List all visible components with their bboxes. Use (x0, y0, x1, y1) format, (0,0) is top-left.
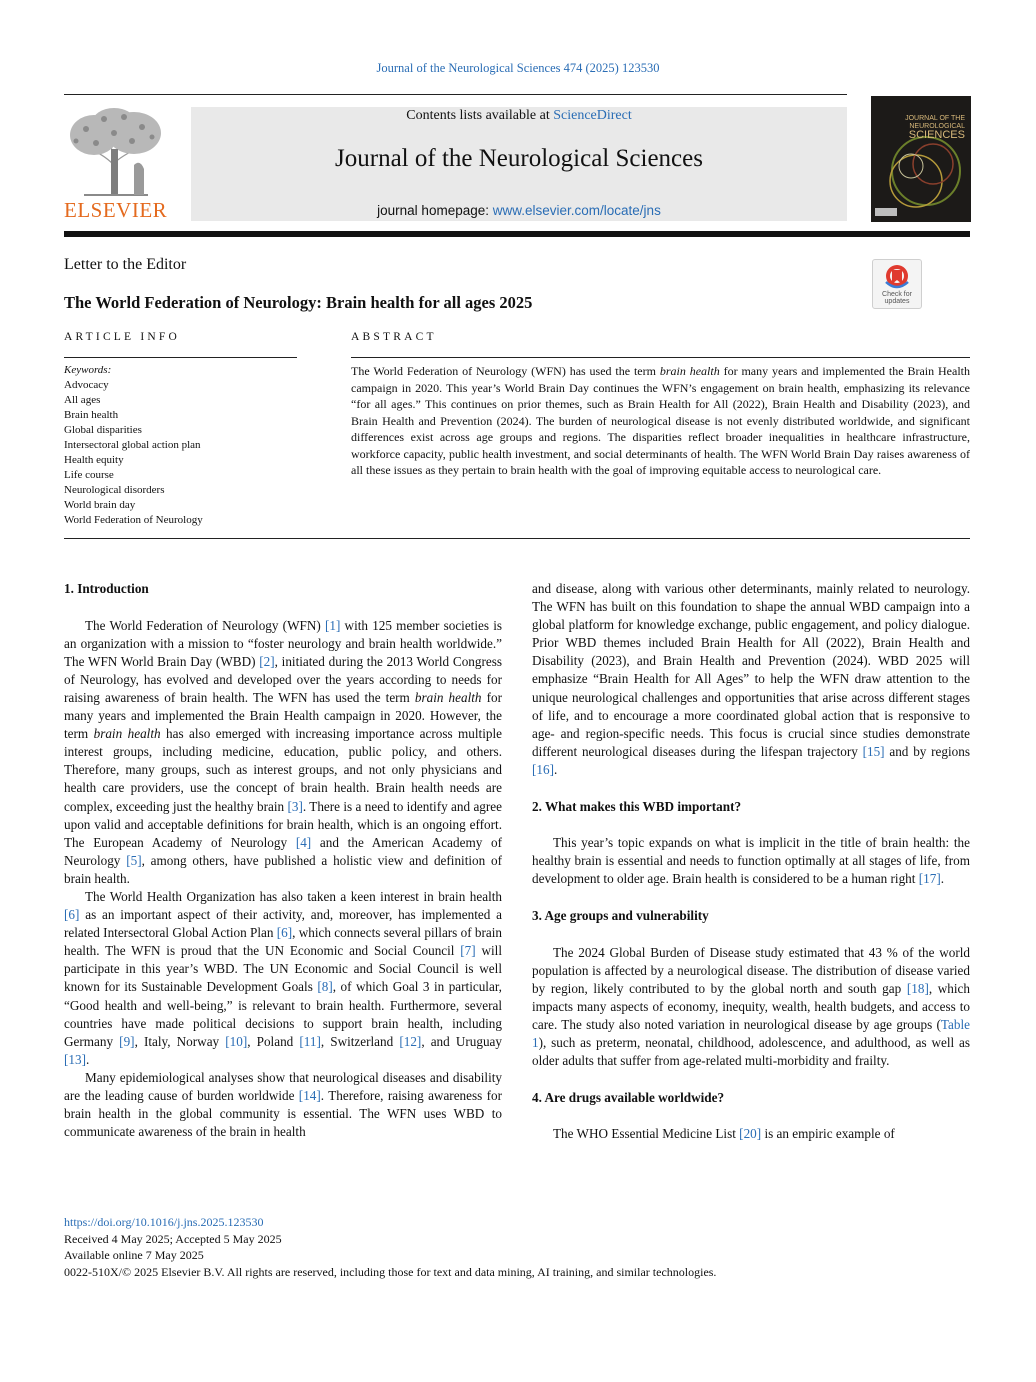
text-segment: is an empiric example of (761, 1126, 895, 1142)
text-segment: , initiated during the 2013 World Congress of Neurology, has evolved and developed over the years according to needs for raising awareness of brain health. The WFN has used the term (64, 653, 502, 705)
reference-link[interactable]: [5] (126, 852, 142, 868)
reference-link[interactable]: [7] (460, 943, 476, 959)
text-segment: will participate in this year’s WBD. The UN Economic and Social Council is well known for its Sustainable Development Goals (64, 943, 502, 995)
italic-term: brain health (414, 689, 482, 705)
received-dates: Received 4 May 2025; Accepted 5 May 2025 (64, 1231, 282, 1246)
text-segment: for many years and implemented the Brain Health campaign in 2020. However, the term (64, 689, 502, 742)
header-thick-rule (64, 231, 970, 237)
reference-link[interactable]: [1] (324, 617, 341, 633)
cover-line-1: JOURNAL OF THE (905, 115, 965, 122)
text-segment: , Italy, Norway (134, 1033, 226, 1049)
text-segment: with 125 member societies is an organization with a mission to “foster neurology and brain health worldwide.” The WFN World Brain Day (WBD) (64, 617, 502, 669)
spacer (532, 888, 970, 907)
reference-link[interactable]: [11] (299, 1033, 321, 1049)
table-link[interactable]: Table 1 (532, 1016, 970, 1050)
text-segment: , which impacts many aspects of economy, inequity, wealth, health budgets, and access to care. The study also noted variation in neurological disease by age groups ( (532, 980, 971, 1032)
reference-link[interactable]: [18] (906, 980, 929, 996)
age-groups-paragraph (532, 944, 970, 1071)
text-segment: The World Health Organization has also taken a keen interest in brain health (85, 889, 502, 904)
text-segment: , among others, have published a holistic view and definition of brain health. (64, 852, 502, 886)
section-heading-introduction: 1. Introduction (64, 581, 149, 596)
abstract-segment: for many years and implemented the Brain Health campaign in 2020. This year’s World Brain Day continues the WFN’s engagement on brain health, emphasizing its relevance “for all ages.” This continues on prior themes, such as Brain Health for All (2022), Brain Health and Disability (2023), and Brain Health and Prevention (2024). The burden of neurological disease is not evenly distributed worldwide, and significant differences exist across age groups and regions. The disparities reflect broader inequalities in healthcare infrastructure, workforce capacity, public health investment, and social determinants of health. The WFN World Brain Day raises awareness of all these issues as they pertain to brain health with the goal of improving equitable access to neurological care. (351, 364, 970, 477)
journal-banner (191, 107, 847, 221)
intro-paragraph-1 (64, 617, 502, 888)
abstract-bottom-rule (64, 538, 970, 539)
importance-paragraph (532, 834, 970, 888)
reference-link[interactable]: [6] (64, 907, 80, 923)
keyword: Brain health (64, 409, 119, 421)
text-segment: , which connects several pillars of brain health. The WFN is proud that the UN Economic and Social Council (64, 925, 502, 959)
doi-link[interactable]: https://doi.org/10.1016/j.jns.2025.123530 (64, 1215, 264, 1229)
online-date: Available online 7 May 2025 (64, 1248, 204, 1262)
reference-link[interactable]: [20] (739, 1126, 762, 1142)
text-segment: The World Federation of Neurology (WFN) (85, 617, 325, 633)
text-segment: . (940, 871, 945, 887)
text-segment: . (553, 761, 558, 777)
publisher-wordmark: ELSEVIER (64, 198, 168, 222)
contents-line (191, 108, 847, 124)
article-title: The World Federation of Neurology: Brain health for all ages 2025 (64, 293, 533, 312)
article-info-heading: ARTICLE INFO (64, 331, 180, 343)
check-updates-line-2: updates (884, 298, 910, 305)
check-for-updates-badge[interactable] (872, 259, 922, 309)
intro-paragraph-3 (64, 1069, 502, 1141)
text-segment: The 2024 Global Burden of Disease study estimated that 43 % of the world population is affected by a neurological disease. The distribution of disease varied by region, likely contributed to by the global north and south gap (532, 944, 970, 996)
abstract-rule (351, 357, 970, 358)
reference-link[interactable]: [8] (317, 979, 333, 995)
keyword: Neurological disorders (64, 484, 165, 496)
reference-link[interactable]: [13] (64, 1051, 86, 1067)
section-heading-drugs: 4. Are drugs available worldwide? (532, 1089, 725, 1105)
homepage-link[interactable]: www.elsevier.com/locate/jns (492, 203, 661, 218)
text-segment: Many epidemiological analyses show that neurological diseases and disability are the leading cause of burden worldwide (64, 1069, 502, 1104)
journal-name: Journal of the Neurological Sciences (335, 145, 703, 172)
text-segment: , Poland (247, 1033, 300, 1049)
spacer (532, 816, 970, 835)
abstract-text (351, 363, 970, 479)
reference-link[interactable]: [17] (918, 871, 941, 887)
copyright-notice: 0022-510X/© 2025 Elsevier B.V. All rights are reserved, including those for text and data mining, AI training, and similar technologies. (64, 1264, 717, 1279)
elsevier-logo[interactable] (64, 105, 167, 221)
check-updates-line-1: Check for (882, 291, 912, 298)
intro-paragraph-2 (64, 888, 502, 1069)
reference-link[interactable]: [9] (119, 1033, 135, 1049)
sciencedirect-link[interactable]: ScienceDirect (553, 108, 632, 123)
text-segment: The WHO Essential Medicine List (553, 1126, 740, 1142)
spacer (532, 925, 970, 944)
abstract-segment: The World Federation of Neurology (WFN) has used the term (351, 364, 660, 378)
italic-term: brain health (93, 726, 161, 742)
abstract-italic-term: brain health (659, 364, 720, 378)
text-segment: . (85, 1051, 90, 1067)
homepage-line (191, 203, 847, 218)
text-segment: , Switzerland (320, 1033, 400, 1049)
text-segment: has also emerged with increasing importance across multiple interest groups, including medicine, education, public policy, and others. Therefore, many groups, such as interest groups, and not only physicians and health care providers, use the concept of brain health. Brain health needs are complex, exceeding just the healthy brain (64, 726, 502, 814)
reference-link[interactable]: [2] (259, 653, 275, 669)
keyword: Health equity (64, 454, 124, 466)
text-segment: . There is a need to identify and agree upon valid and acceptable definitions for brain health, which is an ongoing effort. The European Academy of Neurology (64, 798, 503, 850)
cover-title (895, 115, 965, 141)
journal-cover[interactable] (871, 96, 971, 222)
bookmark-icon (873, 262, 921, 292)
reference-link[interactable]: [15] (862, 743, 885, 759)
check-for-updates-label (873, 291, 921, 305)
text-segment: and disease, along with various other determinants, mainly related to neurology. The WFN has built on this foundation to shape the annual WBD campaign into a global platform for knowledge exchange, public engagement, and policy dialogue. Prior WBD themes included Brain Health for All (2022), Brain Health and Disability (2023), and Brain Health and Prevention (2024). WBD 2025 will emphasize “Brain Health for All Ages” to help the WFN draw attention to the unique neurological challenges and opportunities that arise across different stages of life, and to encourage a more coordinated global action that is responsive to age- and region-specific needs. This focus is crucial since studies demonstrate different neurological diseases during the lifespan trajectory (532, 581, 970, 759)
keyword: Global disparities (64, 424, 142, 436)
abstract-heading: ABSTRACT (351, 331, 437, 343)
keyword: Life course (64, 469, 114, 481)
reference-link[interactable]: [3] (287, 798, 303, 814)
text-segment: and the American Academy of Neurology (64, 834, 502, 868)
text-segment: , of which Goal 3 in particular, “Good health and well-being,” is relevant to brain health. Furthermore, several countries have made political decisions to support brain health, including Germany (64, 979, 502, 1049)
article-footer (64, 1214, 716, 1280)
section-heading-importance: 2. What makes this WBD important? (532, 798, 742, 814)
cover-line-3: SCIENCES (908, 129, 965, 141)
keyword: Intersectoral global action plan (64, 439, 201, 451)
reference-link[interactable]: [4] (295, 834, 312, 850)
right-column (532, 580, 970, 1143)
section-heading-age-groups: 3. Age groups and vulnerability (532, 907, 709, 923)
text-segment: and by regions (884, 743, 970, 759)
text-segment: This year’s topic expands on what is implicit in the title of brain health: the healthy brain is essential and needs to function optimally at all stages of life, from development to older age. Brain health is considered to be a human right (532, 835, 970, 887)
spacer (532, 1070, 970, 1089)
cover-line-2: NEUROLOGICAL (909, 122, 965, 130)
keywords-list (64, 363, 294, 528)
keywords-label: Keywords: (64, 364, 112, 376)
text-segment: , and Uruguay (421, 1033, 502, 1049)
intro-paragraph-3-continued (532, 580, 970, 779)
article-info-rule (64, 357, 297, 358)
homepage-prefix: journal homepage: (377, 203, 493, 218)
spacer (64, 598, 502, 617)
keyword: All ages (64, 394, 101, 406)
reference-link[interactable]: [12] (399, 1033, 422, 1049)
left-column (64, 580, 502, 1141)
drugs-paragraph (532, 1125, 970, 1143)
reference-link[interactable]: [10] (225, 1033, 248, 1049)
journal-citation[interactable]: Journal of the Neurological Sciences 474 (2025) 123530 (376, 61, 660, 75)
document-type: Letter to the Editor (64, 256, 187, 273)
keyword: World Federation of Neurology (64, 514, 203, 526)
reference-link[interactable]: [16] (532, 761, 554, 777)
reference-link[interactable]: [6] (276, 925, 293, 941)
text-segment: as an important aspect of their activity, and, moreover, has implemented a related Intersectoral Global Action Plan (64, 907, 502, 941)
tree-icon (64, 105, 167, 197)
text-segment: ), such as preterm, neonatal, childhood, adolescence, and adulthood, as well as older adults that suffer from age-related multi-morbidity and frailty. (532, 1034, 970, 1069)
spacer (532, 779, 970, 798)
header-rule (64, 94, 847, 95)
keyword: World brain day (64, 499, 136, 511)
spacer (532, 1107, 970, 1126)
text-segment: . Therefore, raising awareness for brain health in the global community is essential. The WFN uses WBD to communicate awareness of the brain in health (64, 1088, 502, 1140)
keyword: Advocacy (64, 379, 109, 391)
reference-link[interactable]: [14] (298, 1088, 321, 1104)
contents-prefix: Contents lists available at (406, 108, 554, 123)
